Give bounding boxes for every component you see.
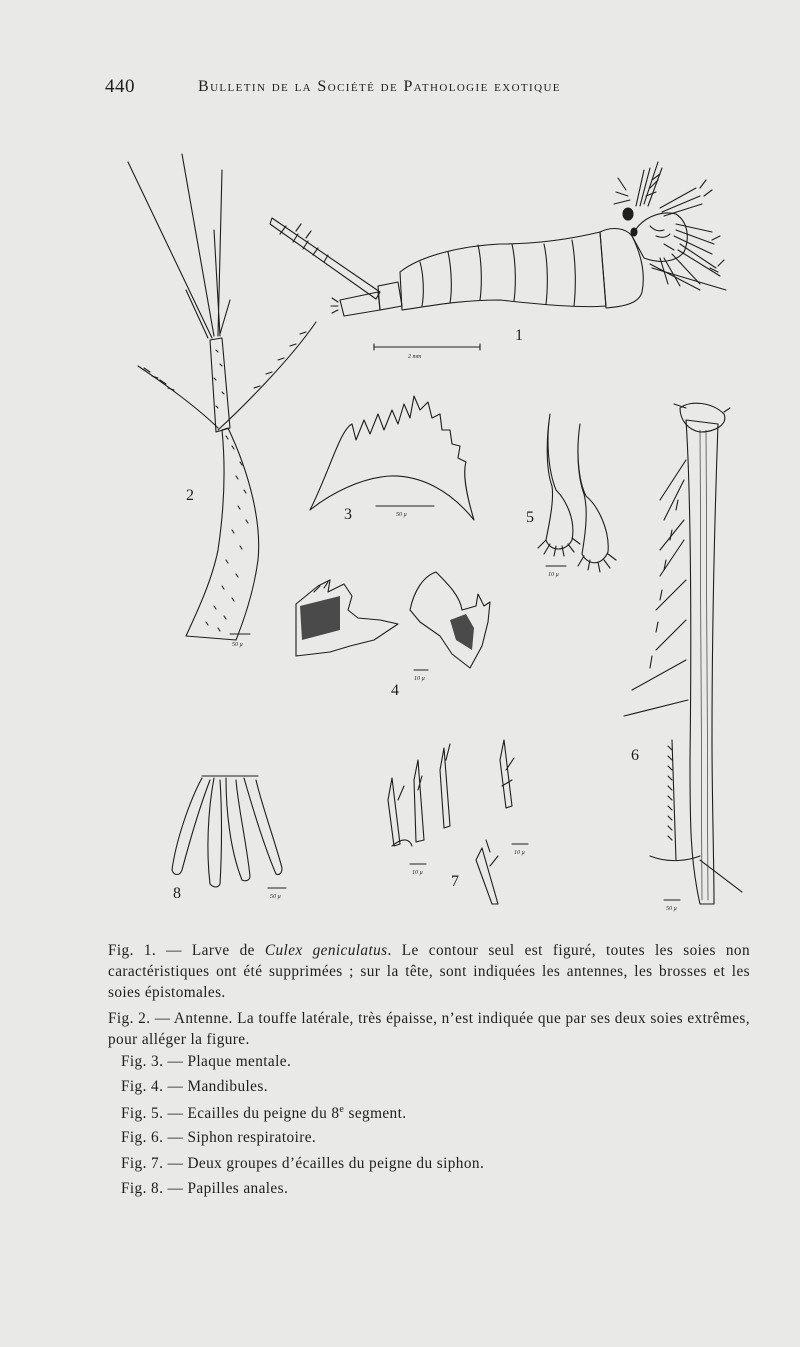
- fig4-scale-bar: [414, 670, 428, 682]
- fig6-siphon-drawing: [624, 403, 742, 904]
- caption-fig1-text: . Le contour seul est figuré, toutes les soies non caractéristiques ont été supprimées ; sur la tête, sont indiquées les antennes, les brosses et les soies épistomales.: [108, 942, 750, 1001]
- fig5-scale-bar: [546, 566, 566, 578]
- fig7-label: 7: [451, 873, 459, 890]
- running-head: Bulletin de la Société de Pathologie exotique: [198, 78, 561, 95]
- caption-fig6: Fig. 6. — Siphon respiratoire.: [121, 1129, 317, 1146]
- fig6-scale-bar: [664, 900, 680, 912]
- fig4-mandibles-drawing: [296, 572, 490, 668]
- page-number: 440: [105, 76, 135, 97]
- caption-fig4: Fig. 4. — Mandibules.: [121, 1078, 268, 1095]
- fig3-scale-label: 50 µ: [396, 512, 407, 518]
- fig5-scale-label: 10 µ: [548, 572, 559, 578]
- fig2-label: 2: [186, 487, 194, 504]
- fig7-scale-bars: [410, 844, 528, 876]
- caption-fig5-a: Fig. 5. — Ecailles du peigne du 8: [121, 1105, 340, 1123]
- caption-fig2: Fig. 2. — Antenne. La touffe latérale, très épaisse, n’est indiquée que par ses deux soies extrêmes, pour alléger la figure.: [108, 1010, 750, 1048]
- fig2-antenna-drawing: [128, 154, 316, 640]
- fig8-scale-label: 50 µ: [270, 894, 281, 900]
- fig3-scale-bar: [376, 506, 434, 518]
- caption-fig5: [121, 1104, 406, 1123]
- fig5-label: 5: [526, 509, 534, 526]
- fig7-scale-label-a: 10 µ: [412, 870, 423, 876]
- caption-fig1-prefix: Fig. 1. — Larve de: [108, 942, 265, 959]
- caption-fig3: Fig. 3. — Plaque mentale.: [121, 1053, 292, 1070]
- caption-fig1: [108, 940, 750, 1003]
- caption-fig8: Fig. 8. — Papilles anales.: [121, 1180, 289, 1197]
- fig1-scale-label: 2 mm: [408, 354, 422, 360]
- fig1-larva-drawing: [270, 162, 726, 316]
- caption-fig5-sup: e: [339, 1104, 345, 1115]
- fig4-scale-label: 10 µ: [414, 676, 425, 682]
- fig2-scale-bar: [230, 634, 250, 648]
- fig4-label: 4: [391, 682, 399, 699]
- fig3-mental-plate-drawing: [310, 396, 474, 520]
- caption-fig5-b: segment.: [344, 1105, 407, 1123]
- caption-fig7: Fig. 7. — Deux groupes d’écailles du peigne du siphon.: [121, 1155, 485, 1172]
- fig8-anal-papillae-drawing: [172, 776, 282, 887]
- fig8-label: 8: [173, 885, 181, 902]
- fig7-scale-label-b: 10 µ: [514, 850, 525, 856]
- fig6-scale-label: 50 µ: [666, 906, 677, 912]
- fig3-label: 3: [344, 506, 352, 523]
- fig5-comb-scales-drawing: [538, 414, 616, 572]
- fig1-scale-bar: [374, 344, 480, 360]
- fig8-scale-bar: [268, 888, 286, 900]
- fig1-label: 1: [515, 327, 523, 344]
- caption-fig1-species: Culex geniculatus: [264, 942, 388, 959]
- fig6-label: 6: [631, 747, 639, 764]
- fig2-scale-label: 50 µ: [232, 642, 243, 648]
